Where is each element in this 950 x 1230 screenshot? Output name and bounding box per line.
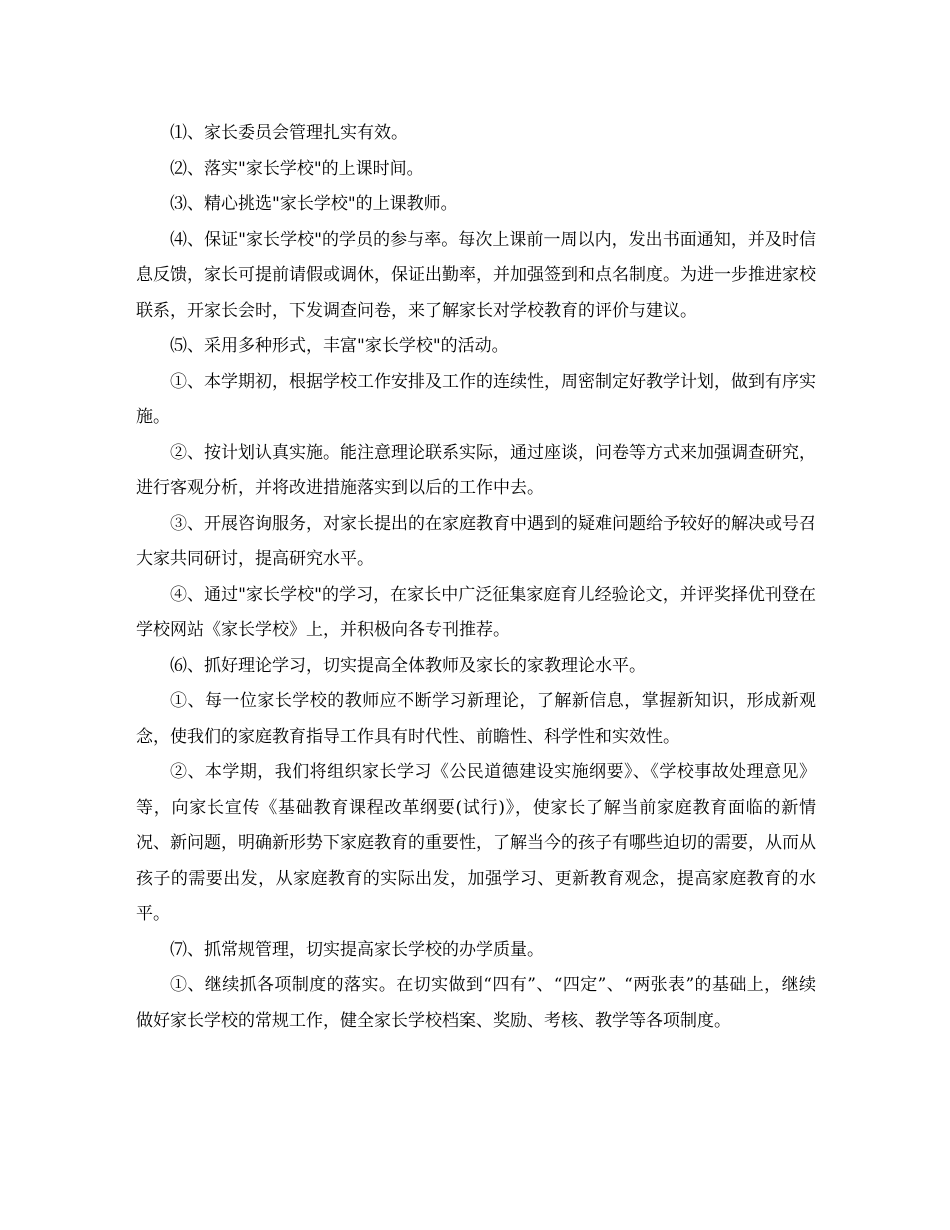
paragraph-4: ⑷、保证"家长学校"的学员的参与率。每次上课前一周以内，发出书面通知，并及时信息反馈，家长可提前请假或调休，保证出勤率，并加强签到和点名制度。为进一步推进家校联系，开家长会时，下发调查问卷，来了解家长对学校教育的评价与建议。 bbox=[136, 229, 816, 321]
paragraph-3: ⑶、精心挑选"家长学校"的上课教师。 bbox=[170, 194, 458, 214]
paragraph-10: ⑹、抓好理论学习，切实提高全体教师及家长的家教理论水平。 bbox=[170, 655, 646, 676]
paragraph-12: ②、本学期，我们将组织家长学习《公民道德建设实施纲要》、《学校事故处理意见》等，向家长宣传《基础教育课程改革纲要(试行)》，使家长了解当前家庭教育面临的新情况、新问题，明确新形势下家庭教育的重要性，了解当今的孩子有哪些迫切的需要，从而从孩子的需要出发，从家庭教育的实际出发，加强学习、更新教育观念，提高家庭教育的水平。 bbox=[136, 762, 816, 924]
paragraph-5: ⑸、采用多种形式，丰富"家长学校"的活动。 bbox=[170, 336, 509, 356]
paragraph-7: ②、按计划认真实施。能注意理论联系实际，通过座谈，问卷等方式来加强调查研究，进行客观分析，并将改进措施落实到以后的工作中去。 bbox=[136, 442, 816, 498]
paragraph-13: ⑺、抓常规管理，切实提高家长学校的办学质量。 bbox=[170, 939, 544, 960]
paragraph-14: ①、继续抓各项制度的落实。在切实做到“四有”、“四定”、“两张表”的基础上，继续做好家长学校的常规工作，健全家长学校档案、奖励、考核、教学等各项制度。 bbox=[136, 975, 816, 1031]
document-body bbox=[136, 116, 816, 1039]
paragraph-2: ⑵、落实"家长学校"的上课时间。 bbox=[170, 158, 424, 179]
paragraph-8: ③、开展咨询服务，对家长提出的在家庭教育中遇到的疑难问题给予较好的解决或号召大家共同研讨，提高研究水平。 bbox=[136, 513, 816, 569]
paragraph-6: ①、本学期初，根据学校工作安排及工作的连续性，周密制定好教学计划，做到有序实施。 bbox=[136, 371, 816, 427]
paragraph-11: ①、每一位家长学校的教师应不断学习新理论，了解新信息，掌握新知识，形成新观念，使我们的家庭教育指导工作具有时代性、前瞻性、科学性和实效性。 bbox=[136, 691, 816, 747]
paragraph-9: ④、通过"家长学校"的学习，在家长中广泛征集家庭育儿经验论文，并评奖择优刊登在学校网站《家长学校》上，并积极向各专刊推荐。 bbox=[136, 584, 816, 640]
paragraph-1: ⑴、家长委员会管理扎实有效。 bbox=[170, 123, 408, 143]
